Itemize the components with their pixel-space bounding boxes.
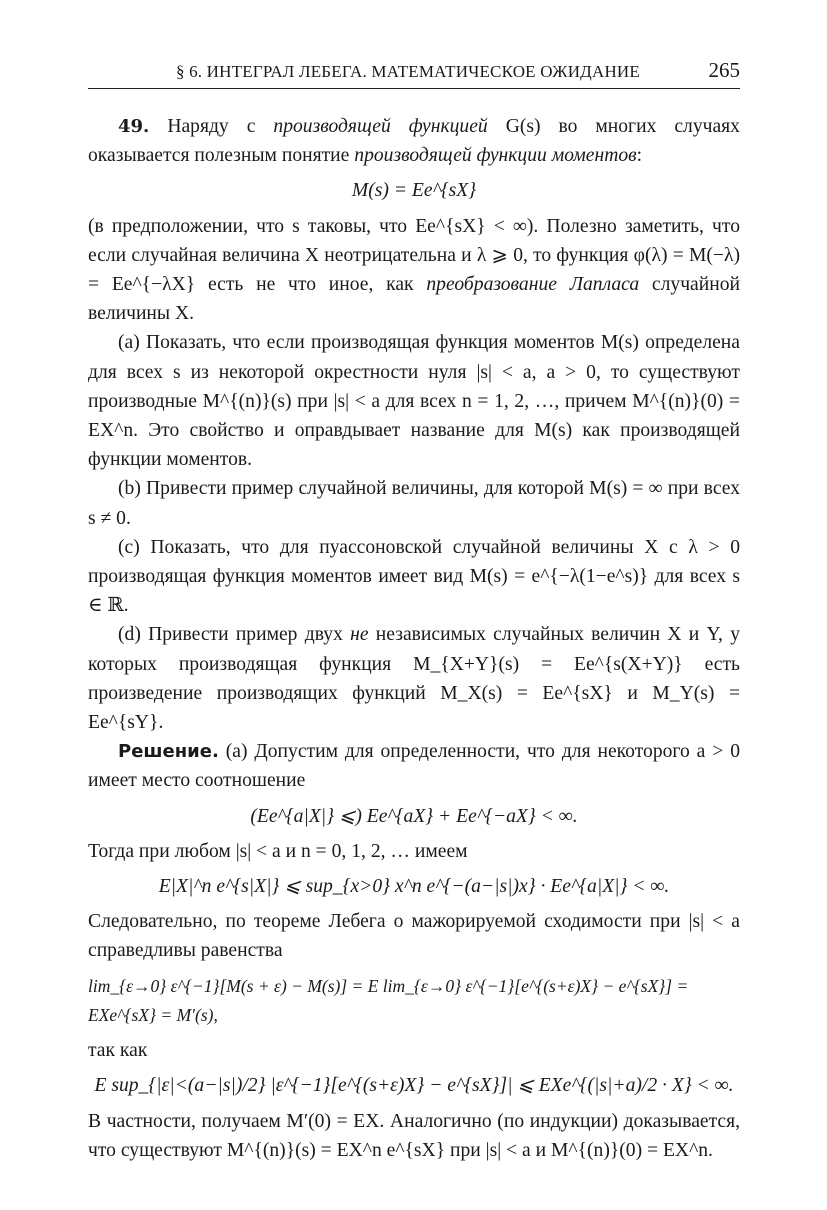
page-number: 265 [708, 58, 740, 82]
problem-number: 49. [118, 116, 150, 137]
text-body [88, 112, 740, 1165]
problem-part-c: (c) Показать, что для пуассоновской случайной величины X с λ > 0 производящая функция моментов имеет вид M(s) = e^{−λ(1−e^s)} для всех s ∈ ℝ. [88, 536, 740, 617]
solution-text-2: Тогда при любом |s| < a и n = 0, 1, 2, … имеем [88, 840, 468, 862]
solution-text-4: так как [88, 1040, 148, 1062]
solution-equation-2: E|X|^n e^{s|X|} ⩽ sup_{x>0} x^n e^{−(a−|s|)x} · Ee^{a|X|} < ∞. [158, 876, 670, 898]
term-generating-function: производящей функцией [273, 116, 488, 137]
solution-label: Решение. [118, 741, 219, 763]
problem-part-b: (b) Привести пример случайной величины, для которой M(s) = ∞ при всех s ≠ 0. [88, 478, 740, 529]
problem-part-a: (а) Показать, что если производящая функция моментов M(s) определена для всех s из некоторой окрестности нуля |s| < a, a > 0, то существуют производные M^{(n)}(s) при |s| < a для всех n = 1, 2, …, причем M^{(n)}(0) = EX^n. Это свойство и оправдывает название для M(s) как производящей функции моментов. [88, 332, 740, 471]
problem-part-d: (d) Привести пример двух не независимых случайных величин X и Y, у которых производящая функция M_{X+Y}(s) = Ee^{s(X+Y)} есть произведение производящих функций M_X(s) = Ee^{sX} и M_Y(s) = Ee^{sY}. [88, 624, 740, 734]
running-title: § 6. ИНТЕГРАЛ ЛЕБЕГА. МАТЕМАТИЧЕСКОЕ ОЖИДАНИЕ [175, 62, 640, 81]
solution-equation-4: E sup_{|ε|<(a−|s|)/2} |ε^{−1}[e^{(s+ε)X} − e^{sX}]| ⩽ EXe^{(|s|+a)/2 · X} < ∞. [94, 1075, 734, 1097]
running-header [88, 58, 740, 89]
term-moment-generating-function: производящей функции моментов [354, 145, 637, 167]
problem-intro: 49. Наряду с производящей функцией G(s) во многих случаях оказывается полезным понятие производящей функции моментов: [88, 116, 740, 167]
problem-remark: (в предположении, что s таковы, что Ee^{sX} < ∞). Полезно заметить, что если случайная величина X неотрицательна и λ ⩾ 0, то функция φ(λ) = M(−λ) = Ee^{−λX} есть не что иное, как преобразование Лапласа случайной величины X. [88, 215, 740, 325]
solution-text-3: Следовательно, по теореме Лебега о мажорируемой сходимости при |s| < a справедливы равенства [88, 911, 740, 962]
solution-equation-1: (Ee^{a|X|} ⩽) Ee^{aX} + Ee^{−aX} < ∞. [250, 805, 578, 827]
equation-moment-function: M(s) = Ee^{sX} [351, 180, 477, 202]
term-laplace-transform: преобразование Лапласа [426, 274, 640, 296]
solution-equation-3: lim_{ε→0} ε^{−1}[M(s + ε) − M(s)] = E lim_{ε→0} ε^{−1}[e^{(s+ε)X} − e^{sX}] = EXe^{sX} = M′(s), [88, 975, 689, 1025]
solution-text-5: В частности, получаем M′(0) = EX. Аналогично (по индукции) доказывается, что существуют M^{(n)}(s) = EX^n e^{sX} при |s| < a и M^{(n)}(0) = EX^n. [88, 1110, 740, 1161]
solution-start: Решение. (а) Допустим для определенности, что для некоторого a > 0 имеет место соотношение [88, 741, 740, 792]
